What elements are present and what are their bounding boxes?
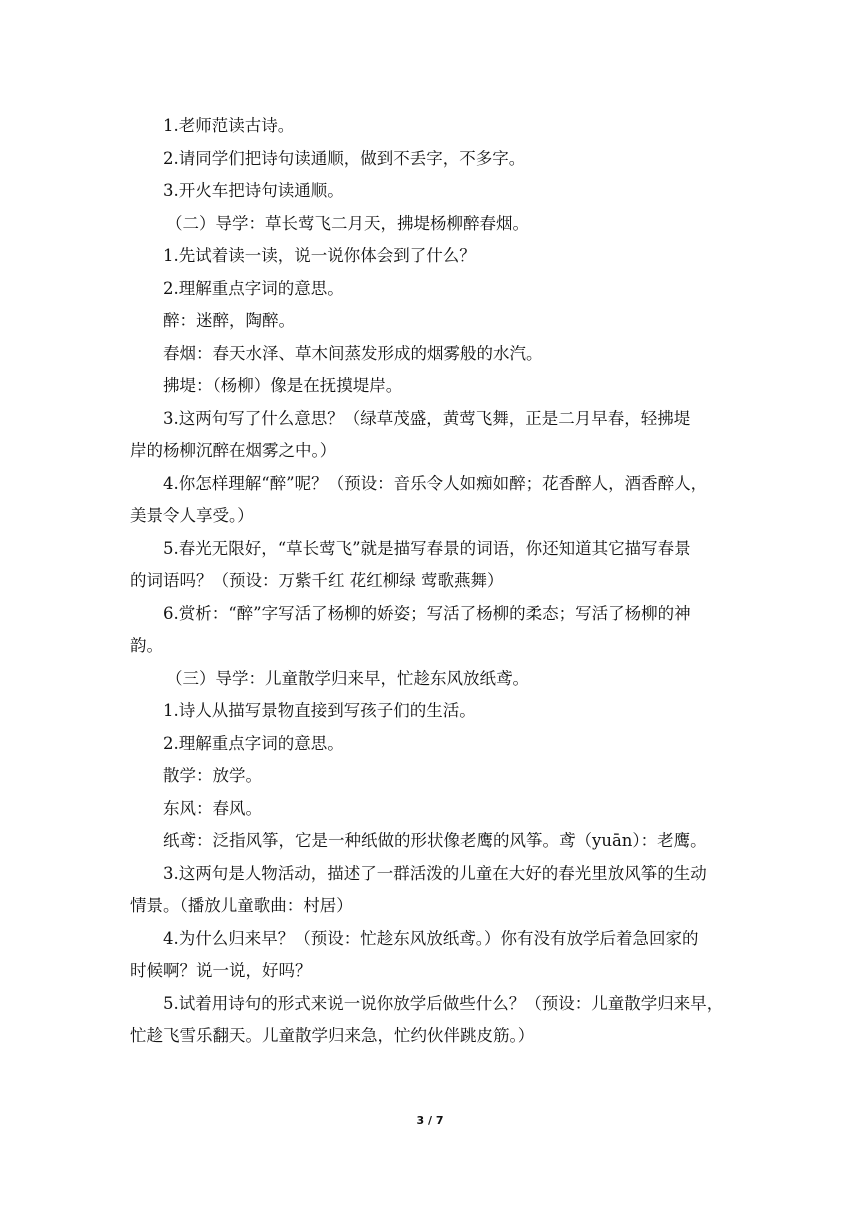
document-line: 5.试着用诗句的形式来说一说你放学后做些什么？（预设：儿童散学归来早，: [163, 993, 724, 1013]
document-line: 5.春光无限好，“草长莺飞”就是描写春景的词语，你还知道其它描写春景: [163, 538, 691, 558]
document-line: 时候啊？说一说，好吗？: [130, 961, 312, 980]
document-line: 春烟：春天水泽、草木间蒸发形成的烟雾般的水汽。: [163, 343, 543, 363]
document-line: （二）导学：草长莺飞二月天，拂堤杨柳醉春烟。: [166, 213, 529, 233]
document-line: 拂堤：（杨柳）像是在抚摸堤岸。: [163, 376, 403, 395]
document-line: 东风：春风。: [163, 798, 262, 818]
document-line: （三）导学：儿童散学归来早，忙趁东风放纸鸢。: [166, 668, 529, 688]
document-line: 2.理解重点字词的意思。: [163, 278, 344, 298]
document-line: 2.理解重点字词的意思。: [163, 733, 344, 753]
document-line: 的词语吗？（预设：万紫千红 花红柳绿 莺歌燕舞）: [130, 571, 504, 590]
document-line: 岸的杨柳沉醉在烟雾之中。）: [130, 441, 337, 460]
document-line: 醉：迷醉，陶醉。: [163, 311, 295, 330]
document-line: 2.请同学们把诗句读通顺，做到不丢字，不多字。: [163, 148, 526, 168]
document-line: 1.诗人从描写景物直接到写孩子们的生活。: [163, 701, 476, 720]
document-line: 1.先试着读一读，说一说你体会到了什么？: [163, 246, 476, 265]
page-number: 3 / 7: [416, 1114, 444, 1127]
document-line: 忙趁飞雪乐翻天。儿童散学归来急，忙约伙伴跳皮筋。）: [130, 1026, 535, 1045]
document-line: 3.这两句写了什么意思？（绿草茂盛，黄莺飞舞，正是二月早春，轻拂堤: [163, 408, 691, 428]
document-line: 散学：放学。: [163, 766, 262, 785]
document-line: 3.开火车把诗句读通顺。: [163, 181, 344, 200]
document-body: [130, 110, 730, 1053]
document-line: 4.你怎样理解“醉”呢？（预设：音乐令人如痴如醉；花香醉人，酒香醉人，: [163, 473, 708, 493]
document-line: 4.为什么归来早？（预设：忙趁东风放纸鸢。）你有没有放学后着急回家的: [163, 928, 699, 948]
document-line: 3.这两句是人物活动，描述了一群活泼的儿童在大好的春光里放风筝的生动: [163, 863, 707, 883]
document-line: 美景令人享受。）: [130, 506, 254, 525]
document-line: 韵。: [130, 636, 163, 655]
document-line: 情景。（播放儿童歌曲：村居）: [130, 896, 353, 915]
document-line: 6.赏析：“醉”字写活了杨柳的娇姿；写活了杨柳的柔态；写活了杨柳的神: [163, 603, 691, 623]
document-line: 纸鸢：泛指风筝，它是一种纸做的形状像老鹰的风筝。鸢（yuān）：老鹰。: [163, 831, 707, 850]
document-line: 1.老师范读古诗。: [163, 116, 295, 135]
